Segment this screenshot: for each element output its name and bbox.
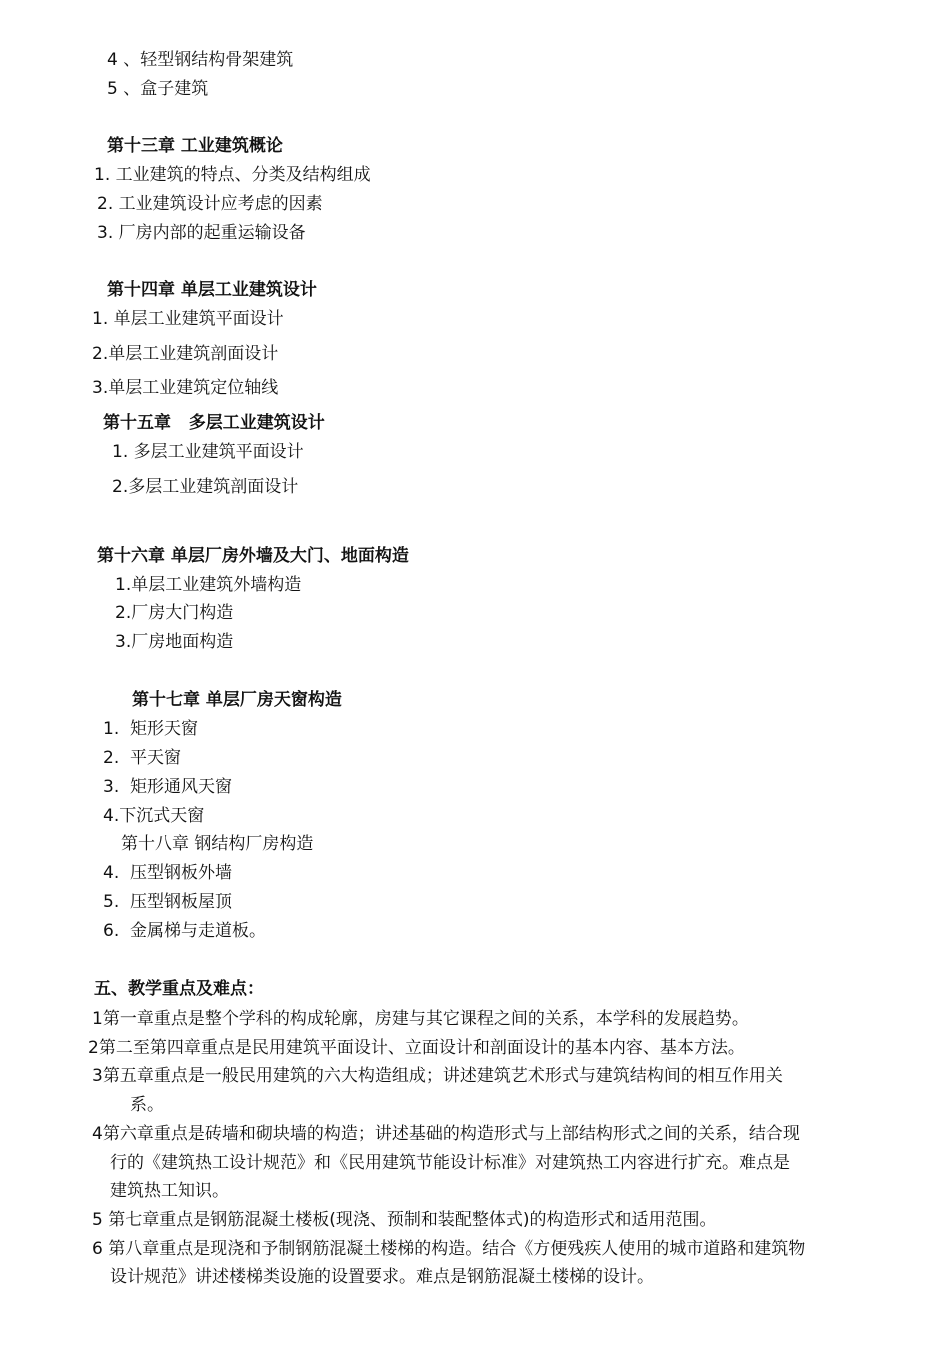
list-item: 2.多层工业建筑剖面设计 (112, 477, 299, 497)
list-item: 1. 矩形天窗 (103, 719, 199, 739)
list-item: 1.单层工业建筑外墙构造 (115, 575, 302, 595)
list-item: 4 、轻型钢结构骨架建筑 (107, 50, 294, 70)
paragraph-line: 2第二至第四章重点是民用建筑平面设计、立面设计和剖面设计的基本内容、基本方法。 (88, 1038, 745, 1058)
chapter-heading: 第十四章 单层工业建筑设计 (107, 280, 317, 300)
chapter-heading: 第十三章 工业建筑概论 (107, 136, 283, 156)
list-item: 4. 压型钢板外墙 (103, 863, 233, 883)
list-item: 1. 单层工业建筑平面设计 (92, 309, 284, 329)
list-item: 3. 矩形通风天窗 (103, 777, 233, 797)
list-item: 6. 金属梯与走道板。 (103, 921, 267, 941)
chapter-heading: 第十六章 单层厂房外墙及大门、地面构造 (97, 546, 409, 566)
list-item: 5. 压型钢板屋顶 (103, 892, 233, 912)
list-item: 1. 多层工业建筑平面设计 (112, 442, 304, 462)
chapter-heading: 第十八章 钢结构厂房构造 (121, 834, 314, 854)
list-item: 2.厂房大门构造 (115, 603, 234, 623)
list-item: 4.下沉式天窗 (103, 806, 205, 826)
paragraph-line: 5 第七章重点是钢筋混凝土楼板(现浇、预制和装配整体式)的构造形式和适用范围。 (92, 1210, 717, 1230)
list-item: 5 、盒子建筑 (107, 79, 209, 99)
chapter-heading: 第十七章 单层厂房天窗构造 (132, 690, 342, 710)
list-item: 3.单层工业建筑定位轴线 (92, 378, 279, 398)
paragraph-line: 6 第八章重点是现浇和予制钢筋混凝土楼梯的构造。结合《方便残疾人使用的城市道路和建筑物 (92, 1239, 806, 1259)
section-heading: 五、教学重点及难点： (94, 979, 264, 999)
paragraph-line: 建筑热工知识。 (110, 1181, 229, 1201)
list-item: 2. 工业建筑设计应考虑的因素 (97, 194, 323, 214)
paragraph-line: 1第一章重点是整个学科的构成轮廓，房建与其它课程之间的关系，本学科的发展趋势。 (92, 1009, 749, 1029)
list-item: 3.厂房地面构造 (115, 632, 234, 652)
paragraph-line: 系。 (130, 1095, 164, 1115)
paragraph-line: 3第五章重点是一般民用建筑的六大构造组成；讲述建筑艺术形式与建筑结构间的相互作用关 (92, 1066, 783, 1086)
chapter-heading: 第十五章 多层工业建筑设计 (103, 413, 325, 433)
list-item: 2. 平天窗 (103, 748, 182, 768)
list-item: 1. 工业建筑的特点、分类及结构组成 (94, 165, 371, 185)
list-item: 3. 厂房内部的起重运输设备 (97, 223, 306, 243)
paragraph-line: 行的《建筑热工设计规范》和《民用建筑节能设计标准》对建筑热工内容进行扩充。难点是 (110, 1153, 790, 1173)
paragraph-line: 设计规范》讲述楼梯类设施的设置要求。难点是钢筋混凝土楼梯的设计。 (110, 1267, 654, 1287)
paragraph-line: 4第六章重点是砖墙和砌块墙的构造；讲述基础的构造形式与上部结构形式之间的关系，结合现 (92, 1124, 800, 1144)
list-item: 2.单层工业建筑剖面设计 (92, 344, 279, 364)
